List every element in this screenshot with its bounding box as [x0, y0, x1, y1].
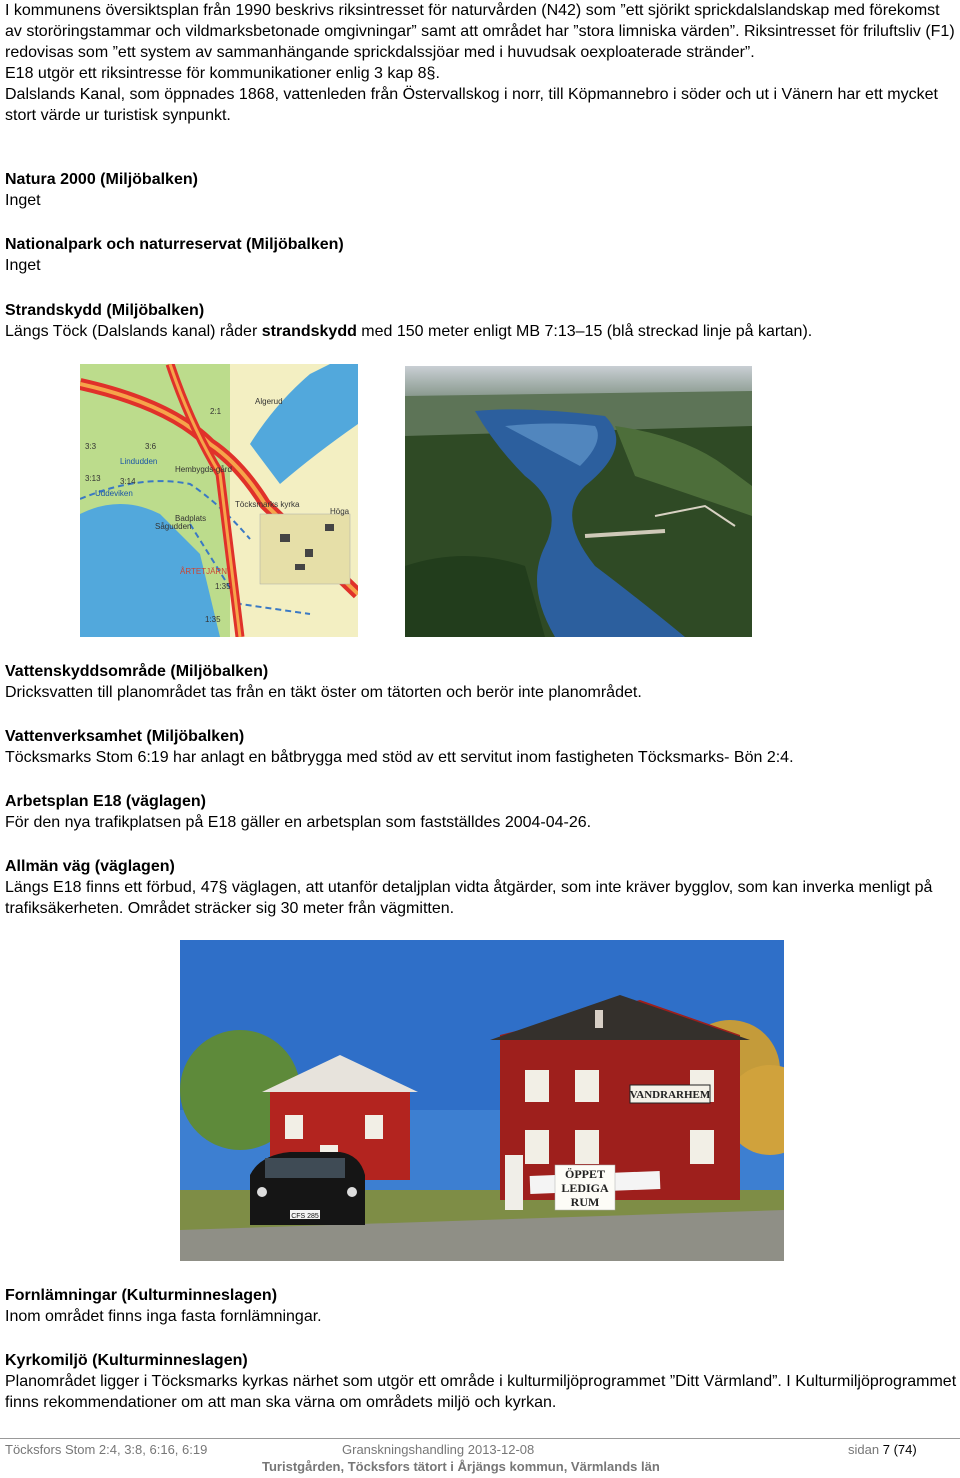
- section-nationalpark: [5, 234, 957, 276]
- section-heading: Vattenverksamhet (Miljöbalken): [5, 728, 245, 745]
- map-parcel: 3:14: [120, 477, 136, 486]
- intro-line-3: Dalslands Kanal, som öppnades 1868, vattenleden från Östervallskog i norr, till Köpmannebro i söder och ut i Vänern har ett mycket stort värde ur turistisk synpunkt.: [5, 86, 938, 124]
- footer-subtitle: Turistgården, Töcksfors tätort i Årjängs kommun, Värmlands län: [262, 1459, 660, 1474]
- section-fornlamningar: [5, 1285, 957, 1327]
- section-body: Inget: [5, 257, 41, 274]
- license-plate: CFS 285: [291, 1213, 319, 1220]
- map-parcel: 3:6: [145, 442, 157, 451]
- map-parcel: 3:13: [85, 474, 101, 483]
- map-label: Badplats: [175, 514, 207, 523]
- section-vattenverksamhet: [5, 726, 957, 768]
- section-strandskydd: [5, 300, 957, 342]
- section-heading: Kyrkomiljö (Kulturminneslagen): [5, 1352, 248, 1369]
- vandrarhem-sign: VANDRARHEM: [629, 1089, 711, 1101]
- section-heading: Nationalpark och naturreservat (Miljöbalken): [5, 236, 344, 253]
- section-heading: Allmän väg (väglagen): [5, 858, 175, 875]
- sign-line-3: RUM: [570, 1195, 600, 1209]
- footer-left: Töcksfors Stom 2:4, 3:8, 6:16, 6:19: [5, 1442, 208, 1457]
- map-label: Höga: [330, 507, 350, 516]
- section-body: Längs Töck (Dalslands kanal) råder strandskydd med 150 meter enligt MB 7:13–15 (blå streckad linje på kartan).: [5, 323, 813, 340]
- intro-line-2: E18 utgör ett riksintresse för kommunikationer enlig 3 kap 8§.: [5, 65, 440, 82]
- map-label: Uddeviken: [95, 489, 133, 498]
- section-allman-vag: [5, 856, 957, 919]
- map-label: Sågudden: [155, 522, 192, 531]
- map-label: Hembygds-gård: [175, 465, 232, 474]
- intro-paragraph: [5, 0, 957, 126]
- footer-divider: [0, 1438, 960, 1439]
- footer-center: Granskningshandling 2013-12-08: [342, 1442, 535, 1457]
- section-natura: [5, 169, 957, 211]
- section-heading: Vattenskyddsområde (Miljöbalken): [5, 663, 269, 680]
- sign-line-2: LEDIGA: [561, 1181, 609, 1195]
- section-body: För den nya trafikplatsen på E18 gäller en arbetsplan som fastställdes 2004-04-26.: [5, 814, 592, 831]
- sign-line-1: ÖPPET: [564, 1167, 606, 1181]
- hostel-photo: [180, 940, 784, 1261]
- map-parcel: 1:35: [215, 582, 231, 591]
- map-label: ÅRTETJÄRN: [180, 567, 227, 576]
- page-number: 7: [882, 1442, 890, 1457]
- section-heading: Strandskydd (Miljöbalken): [5, 302, 205, 319]
- section-heading: Natura 2000 (Miljöbalken): [5, 171, 198, 188]
- map-parcel: 3:3: [85, 442, 97, 451]
- section-arbetsplan: [5, 791, 957, 833]
- map-label: Algerud: [255, 397, 283, 406]
- section-vattenskydd: [5, 661, 957, 703]
- section-body: Planområdet ligger i Töcksmarks kyrkas närhet som utgör ett område i kulturmiljöprogrammet ”Ditt Värmland”. I Kulturmiljöprogrammet finns rekommendationer om att man ska värna om områdets miljö och kyrkan.: [5, 1373, 957, 1411]
- map-label: Töcksmarks kyrka: [235, 500, 300, 509]
- page-total: (74): [893, 1442, 917, 1457]
- aerial-lake-photo: [405, 366, 752, 637]
- section-body: Längs E18 finns ett förbud, 47§ väglagen, att utanför detaljplan vidta åtgärder, som inte kräver bygglov, som kan inverka menligt på trafiksäkerheten. Området sträcker sig 30 meter från vägmitten.: [5, 879, 933, 917]
- map-parcel: 1:35: [205, 615, 221, 624]
- intro-line-1: I kommunens översiktsplan från 1990 beskrivs riksintresset för naturvården (N42) som ”ett sjörikt sprickdalslandskap med förekomst av storöringstammar och vildmarksbetonade omgivningar” samt att området har ”stora limniska värden”. Riksintresset för friluftsliv (F1) redovisas som ”ett system av sammanhängande sprickdalssjöar med i huvudsak oexploaterade stränder”.: [5, 2, 955, 61]
- section-body: Inom området finns inga fasta fornlämningar.: [5, 1308, 322, 1325]
- section-body: Dricksvatten till planområdet tas från en täkt öster om tätorten och berör inte planområdet.: [5, 684, 642, 701]
- page-label: sidan: [848, 1442, 880, 1457]
- section-kyrkomiljo: [5, 1350, 957, 1413]
- footer-page: [848, 1442, 917, 1458]
- zoning-map-image: [80, 364, 358, 637]
- map-parcel: 2:1: [210, 407, 222, 416]
- section-body: Inget: [5, 192, 41, 209]
- map-label: Lindudden: [120, 457, 158, 466]
- section-heading: Arbetsplan E18 (väglagen): [5, 793, 206, 810]
- section-body: Töcksmarks Stom 6:19 har anlagt en båtbrygga med stöd av ett servitut inom fastigheten Töcksmarks- Bön 2:4.: [5, 749, 794, 766]
- section-heading: Fornlämningar (Kulturminneslagen): [5, 1287, 278, 1304]
